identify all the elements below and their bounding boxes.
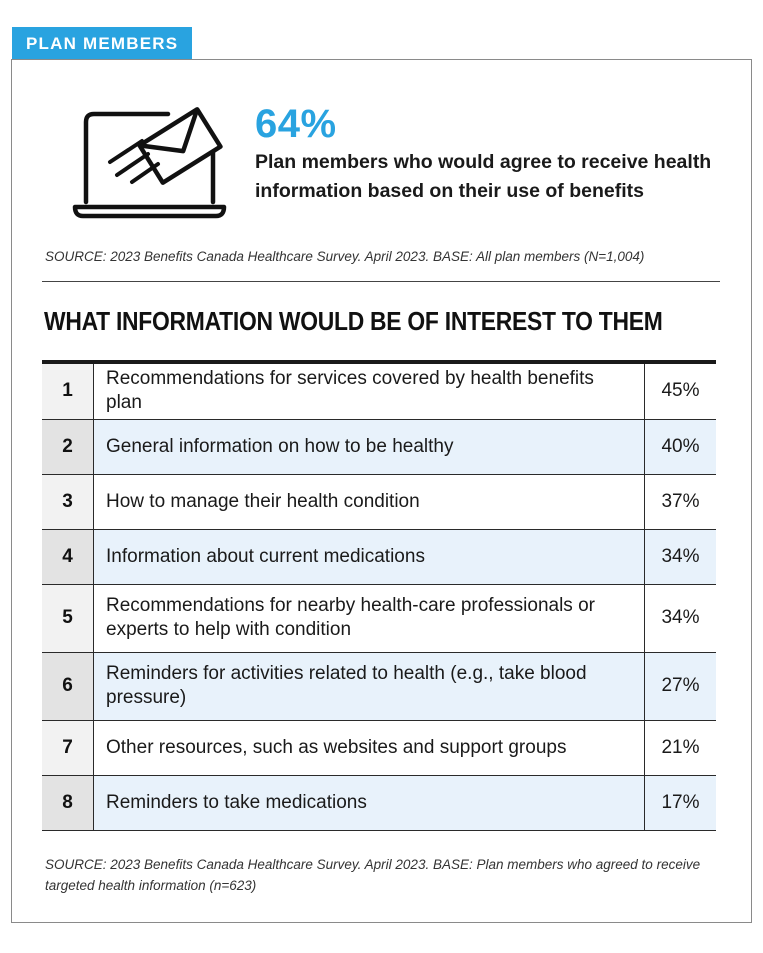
interest-table — [42, 364, 716, 831]
table-row — [42, 720, 716, 775]
row-rank: 2 — [42, 419, 94, 474]
row-percentage: 34% — [645, 529, 717, 584]
row-label: Other resources, such as websites and support groups — [94, 720, 645, 775]
laptop-envelope-icon — [72, 92, 227, 220]
row-percentage: 27% — [645, 652, 717, 720]
source-note-top: SOURCE: 2023 Benefits Canada Healthcare Survey. April 2023. BASE: All plan members (N=1,004) — [45, 249, 645, 264]
headline-percentage: 64% — [255, 102, 337, 146]
row-rank: 5 — [42, 584, 94, 652]
section-heading: WHAT INFORMATION WOULD BE OF INTEREST TO THEM — [44, 306, 663, 336]
row-rank: 7 — [42, 720, 94, 775]
row-rank: 3 — [42, 474, 94, 529]
row-rank: 1 — [42, 364, 94, 419]
row-label: Reminders for activities related to health (e.g., take blood pressure) — [94, 652, 645, 720]
row-percentage: 40% — [645, 419, 717, 474]
row-percentage: 34% — [645, 584, 717, 652]
row-percentage: 37% — [645, 474, 717, 529]
table-row — [42, 474, 716, 529]
table-row — [42, 364, 716, 419]
row-label: Information about current medications — [94, 529, 645, 584]
table-row — [42, 775, 716, 830]
row-percentage: 45% — [645, 364, 717, 419]
row-label: Reminders to take medications — [94, 775, 645, 830]
divider — [42, 281, 720, 282]
table-row — [42, 584, 716, 652]
row-label: General information on how to be healthy — [94, 419, 645, 474]
row-label: Recommendations for services covered by health benefits plan — [94, 364, 645, 419]
row-rank: 8 — [42, 775, 94, 830]
row-label: How to manage their health condition — [94, 474, 645, 529]
row-rank: 4 — [42, 529, 94, 584]
source-note-bottom: SOURCE: 2023 Benefits Canada Healthcare Survey. April 2023. BASE: Plan members who agreed to receive targeted health information (n=623) — [45, 857, 701, 893]
table-row — [42, 652, 716, 720]
row-rank: 6 — [42, 652, 94, 720]
row-percentage: 21% — [645, 720, 717, 775]
row-percentage: 17% — [645, 775, 717, 830]
table-row — [42, 529, 716, 584]
row-label: Recommendations for nearby health-care professionals or experts to help with condition — [94, 584, 645, 652]
section-tag: PLAN MEMBERS — [12, 27, 192, 60]
table-row — [42, 419, 716, 474]
headline-description: Plan members who would agree to receive health information based on their use of benefits — [255, 151, 712, 202]
